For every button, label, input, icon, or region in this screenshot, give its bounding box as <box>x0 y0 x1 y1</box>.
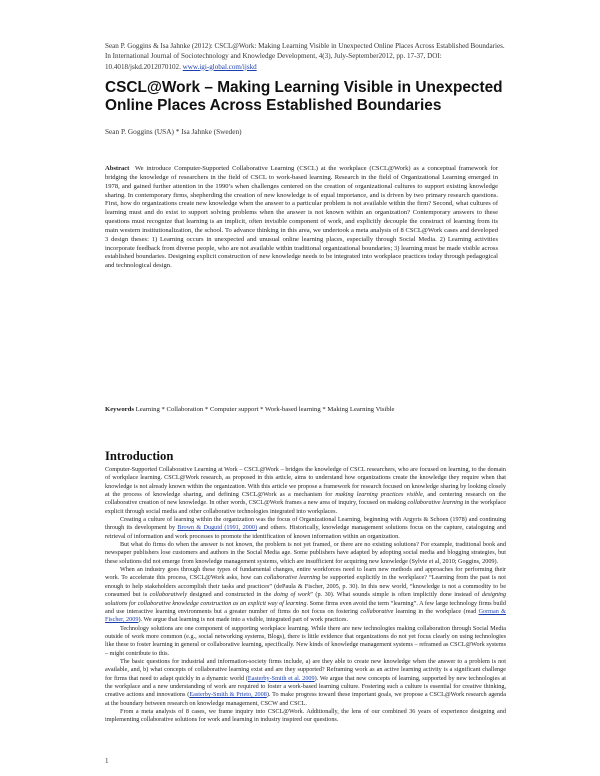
citation-link-brown-duguid[interactable]: Brown & Duguid (1991, 2000) <box>177 524 258 532</box>
introduction-heading: Introduction <box>105 449 174 463</box>
page-number: 1 <box>105 757 109 765</box>
author-line: Sean P. Goggins (USA) * Isa Jahnke (Sweden) <box>105 127 242 136</box>
abstract-block <box>105 165 498 271</box>
intro-paragraph-4: When an industry goes through these types of fundamental changes, entire workforces need to learn new methods and approaches for performing their work. To accelerate this process, CSCL@Work asks, how can collaborative learning be supported explicitly in the workplace? “Learning from the past is not enough to help stakeholders accomplish their tasks and practices” (dePaula & Fischer, 2005, p. 30). In this new world, “knowledge is not a commodity to be consumed but is collaboratively designed and constructed in the doing of work” (p. 30). What sounds simple is often implicitly done instead of designing solutions for collaborative knowledge construction as an explicit way of learning. Some firms even avoid the term “learning”. A few large technology firms build and use interactive learning environments but a greater number of firms do not focus on fostering collaborative learning in the workplace (read Gorman & Fischer, 2009). We argue that learning is not made into a visible, integrated part of work practices. <box>105 566 506 624</box>
intro-paragraph-7: From a meta analysis of 8 cases, we frame inquiry into CSCL@Work. Additionally, the lens of our combined 36 years of experience designing and implementing collaborative solutions for work and learning in industry inspired our questions. <box>105 707 506 724</box>
journal-link[interactable]: www.igi-global.com/ijskd <box>182 62 257 71</box>
citation-link-easterby-smith-2009[interactable]: Easterby-Smith et al. 2009 <box>247 674 315 682</box>
citation-link-gorman-fischer[interactable]: Gorman & Fischer, 2009 <box>105 607 506 624</box>
keywords-label: Keywords <box>105 406 134 413</box>
intro-paragraph-3: But what do firms do when the answer is not known, the problem is not yet framed, or there are no existing solutions? For example, traditional book and newspaper publishers lose customers and authors in the Social Media age. Some publishers have adapted by adopting social media and blogging strategies, but these solutions did not emerge from knowledge management systems, which are insufficient for acquiring new knowledge (Sylvie et al, 2010; Goggins, 2009). <box>105 541 506 565</box>
citation-text: Sean P. Goggins & Isa Jahnke (2012): CSCL@Work: Making Learning Visible in Unexpected Online Places Across Established Boundaries. In International Journal of Sociotechnology and Knowledge Development, 4(3), July-September2012, pp. 17-37, DOI: 10.4018/jskd.2012070102. <box>105 42 505 71</box>
intro-paragraph-2: Creating a culture of learning within the organization was the focus of Organizational Learning, beginning with Argyris & Schoen (1978) and continuing through its development by Brown & Duguid (1991, 2000) and others. Historically, knowledge management solutions focus on the capture, cataloguing and retrieval of information and work processes to promote the identification of known information within an organization. <box>105 516 506 540</box>
abstract-label: Abstract <box>105 165 130 172</box>
citation-link-easterby-smith-prieto[interactable]: Easterby-Smith & Prieto, 2008 <box>189 691 267 699</box>
keywords-text: Learning * Collaboration * Computer support * Work-based learning * Making Learning Visible <box>135 406 395 413</box>
abstract-text: We introduce Computer-Supported Collaborative Learning (CSCL) at the workplace (CSCL@Work) as a conceptual framework for bridging the knowledge of researchers in the field of CSCL to work-based learning. Research in the field of Organizational Learning emerged in 1978, and gained further attention in the 1990’s when challenges centered on the creation of organizational cultures to support existing knowledge sharing. In contemporary firms, shepherding the creation of new knowledge is of equal importance, and is driven by two primary research questions. First, how do organizations create new knowledge when the answer to a particular problem is not available within the firm? Second, what cultures of learning must and do exist to support solving problems when the answer is not known within an organization? Contemporary answers to these questions must recognize that learning is an implicit, often invisible component of work, and explicitly decouple the construct of learning from its main western institutionalization, the school. To advance thinking in this area, we undertook a meta analysis of 8 CSCL@Work cases and developed 3 design theses: 1) Learning occurs in unexpected and unusual online learning places, especially through Social Media. 2) Learning activities incorporate feedback from diverse people, who are not available within traditional organizational boundaries; 3) learning must be made visible across established boundaries. Designing explicit construction of new knowledge needs to be integrated into workplace practices today through pedagogical and technological design. <box>105 165 499 270</box>
paper-title: CSCL@Work – Making Learning Visible in Unexpected Online Places Across Established Boundaries <box>105 79 503 114</box>
keywords-line <box>105 406 505 413</box>
introduction-body <box>105 466 506 725</box>
citation-header <box>105 41 505 72</box>
intro-paragraph-6: The basic questions for industrial and information-society firms include, a) are they able to create new knowledge when the answer to a problem is not available, and, b) what concepts of collaborative learning exist and are they supported? Reframing work as an active learning activity is a significant challenge for firms that need to adapt quickly in a dynamic world (Easterby-Smith et al. 2009). We argue that new concepts of learning, supported by new technologies at the workplace and a new understanding of work are required to foster a work-based learning culture. Fostering such a culture is essential for creative thinking, creative actions and innovations (Easterby-Smith & Prieto, 2008). To make progress toward these important goals, we propose a CSCL@Work research agenda at the boundary between research on knowledge management, CSCW and CSCL. <box>105 657 506 707</box>
intro-paragraph-1: Computer-Supported Collaborative Learning at Work – CSCL@Work – bridges the knowledge of CSCL researchers, who are focused on learning, to the domain of workplace learning. CSCL@Work research, as proposed in this article, aims to understand how organizations create the knowledge they require when that knowledge is not already known within the organization. With this article we propose a framework for research focused on knowledge sharing by looking closely at the process of knowledge sharing, and defining CSCL@Work as a mechanism for making learning practices visible, and centering research on the collaborative creation of new knowledge. In other words, CSCL@Work frames a new area of inquiry, focused on making collaborative learning in the workplace explicit through social media and other collaborative technologies integrated into workplaces. <box>105 466 507 515</box>
intro-paragraph-5: Technology solutions are one component of supporting workplace learning. While there are new technologies making collaboration through Social Media outside of work more common (e.g., social networking systems, Blogs), there is little evidence that organizations do not yet focus clearly on using technologies like these to foster learning in general or collaborative learning, specifically. New kinds of knowledge management systems – reframed as CSCL@Work systems – might contribute to this. <box>105 624 506 657</box>
